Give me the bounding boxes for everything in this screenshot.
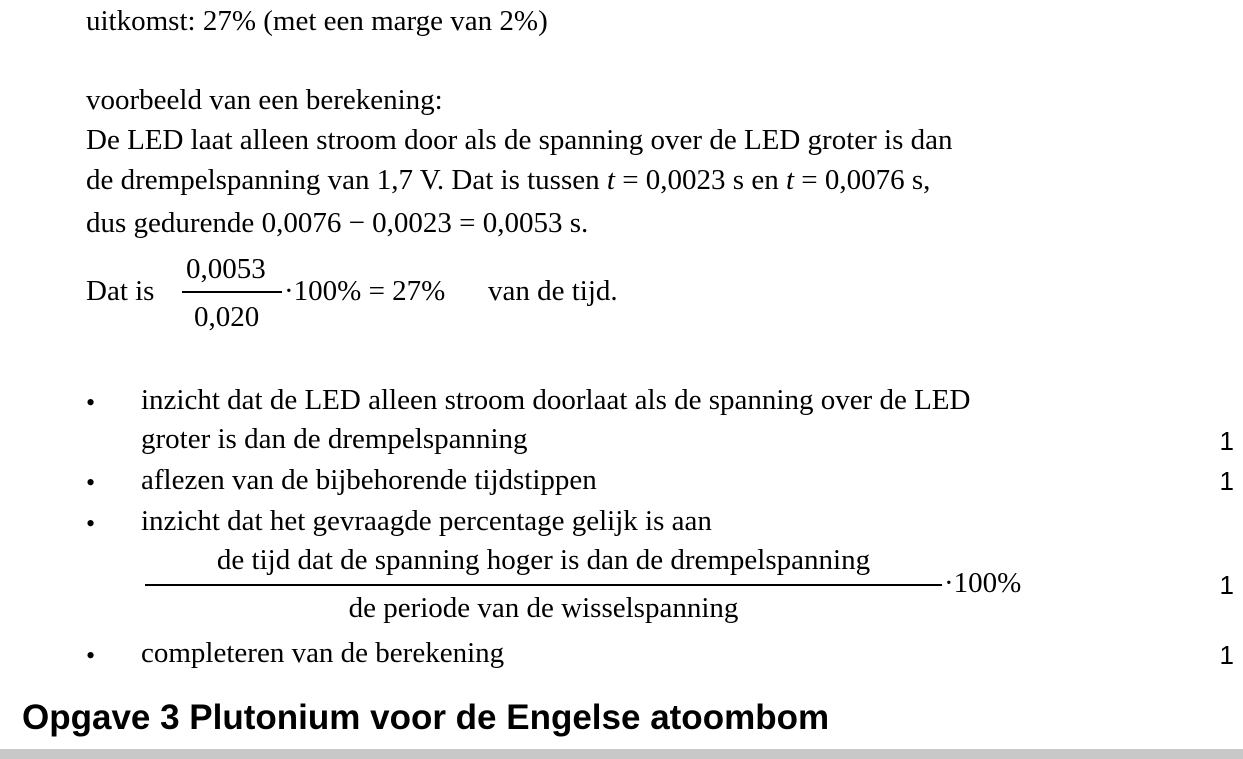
scoring-item-3-points: 1 (1219, 570, 1234, 600)
calc-line-2 (86, 166, 930, 195)
scoring-item-3-fraction-denominator: de periode van de wisselspanning (348, 592, 739, 624)
scoring-item-1-line-b: groter is dan de drempelspanning (141, 423, 528, 455)
section-heading: Opgave 3 Plutonium voor de Engelse atoombom (22, 698, 830, 737)
calc-line-4-prefix: Dat is (86, 275, 155, 307)
scoring-item-3-fraction-bar (145, 584, 942, 586)
scoring-item-2-points: 1 (1219, 466, 1234, 496)
scoring-item-3-fraction-numerator: de tijd dat de spanning hoger is dan de drempelspanning (216, 544, 871, 576)
duration-expression: 0,0076 − 0,0023 = 0,0053 s. (261, 207, 589, 239)
scoring-item-2-text: aflezen van de bijbehorende tijdstippen (141, 464, 597, 496)
calc-line-2-text: de drempelspanning van 1,7 V. Dat is tussen (86, 164, 600, 196)
outcome-text: uitkomst: 27% (met een marge van 2%) (86, 5, 548, 37)
scoring-item-3-text: inzicht dat het gevraagde percentage gelijk is aan (141, 505, 712, 537)
calc-line-3 (86, 209, 588, 238)
bullet-4: • (86, 641, 96, 670)
t-symbol-1: t (606, 164, 615, 196)
fraction-denominator: 0,020 (194, 301, 260, 333)
scoring-item-3-multiplier: ·100% (944, 567, 1022, 599)
scoring-item-1-points: 1 (1219, 426, 1234, 456)
example-label: voorbeeld van een berekening: (86, 84, 443, 116)
t-symbol-2: t (785, 164, 795, 196)
calc-line-4-suffix: van de tijd. (488, 275, 618, 307)
percentage-expression: ·100% = 27% (284, 275, 446, 307)
page-bottom-bar (0, 749, 1243, 759)
calc-line-1: De LED laat alleen stroom door als de spanning over de LED groter is dan (86, 124, 953, 156)
fraction-bar (182, 291, 282, 293)
scoring-item-4-points: 1 (1219, 640, 1234, 670)
scoring-item-1-line-a: inzicht dat de LED alleen stroom doorlaat als de spanning over de LED (141, 384, 971, 416)
fraction-numerator: 0,0053 (186, 253, 266, 285)
t1-expression: = 0,0023 s en (622, 164, 779, 196)
t2-expression: = 0,0076 s, (801, 164, 931, 196)
bullet-3: • (86, 509, 96, 538)
bullet-2: • (86, 468, 96, 497)
calc-line-3-text: dus gedurende (86, 207, 255, 239)
scoring-item-4-text: completeren van de berekening (141, 637, 505, 669)
bullet-1: • (86, 388, 96, 417)
